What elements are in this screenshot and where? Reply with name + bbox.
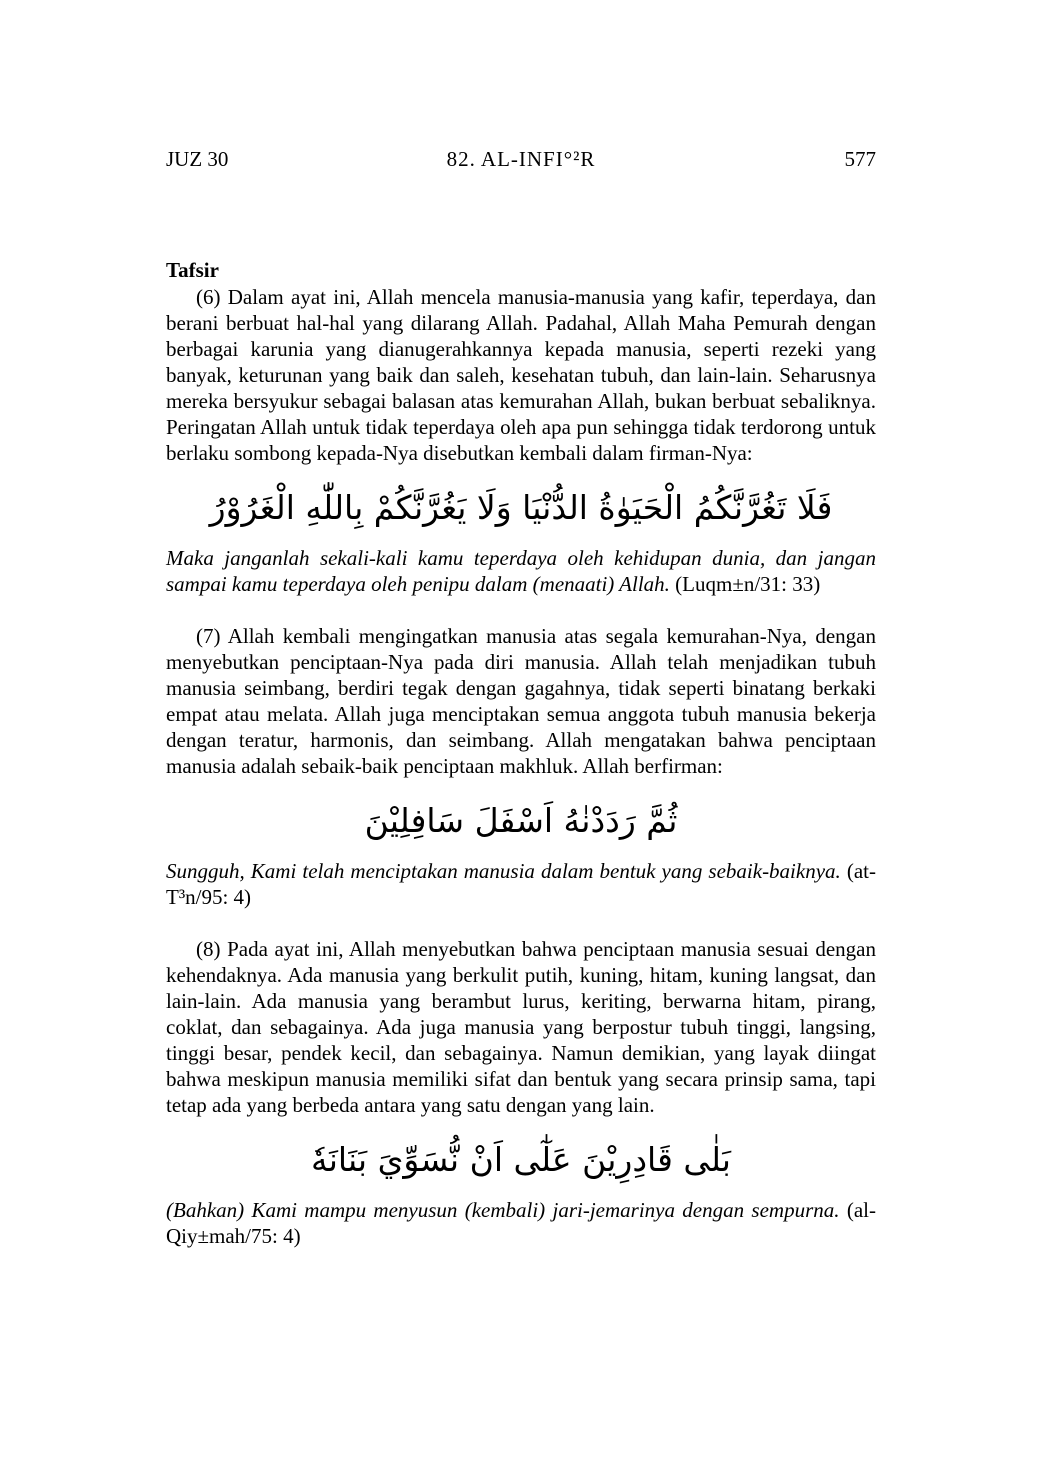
arabic-verse-luqman-31-33: فَلَا تَغُرَّنَّكُمُ الْحَيَوٰةُ الدُّنْيَا وَلَا يَغُرَّنَّكُمْ بِاللّٰهِ الْغَرُوْرُ (209, 488, 833, 527)
verse-citation: (Luqm±n/31: 33) (675, 572, 821, 597)
page-header (166, 147, 876, 171)
verse-citation: (al-Qiy±mah/75: 4) (166, 1198, 876, 1249)
translation-text: Maka janganlah sekali-kali kamu teperdaya oleh kehidupan dunia, dan jangan sampai kamu teperdaya oleh penipu dalam (menaati) Allah. (166, 546, 876, 597)
tafsir-paragraph-7: (7) Allah kembali mengingatkan manusia atas segala kemurahan-Nya, dengan menyebutkan penciptaan-Nya pada diri manusia. Allah telah menjadikan tubuh manusia seimbang, berdiri tegak dengan gagahnya, tidak seperti binatang berkaki empat atau melata. Allah juga menciptakan semua anggota tubuh manusia bekerja dengan teratur, harmonis, dan seimbang. Allah mengatakan bahwa penciptaan manusia adalah sebaik-baik penciptaan makhluk. Allah berfirman: (166, 624, 876, 779)
page-number: 577 (844, 147, 876, 171)
juz-label: JUZ 30 (166, 147, 229, 171)
surah-title: 82. AL-INFI°²R (446, 147, 596, 171)
translation-luqman-31-33 (166, 545, 876, 597)
translation-text: Sungguh, Kami telah menciptakan manusia dalam bentuk yang sebaik-baiknya. (166, 859, 841, 884)
translation-al-qiyamah-75-4 (166, 1197, 876, 1249)
section-title-tafsir: Tafsir (166, 258, 219, 282)
tafsir-paragraph-6: (6) Dalam ayat ini, Allah mencela manusia-manusia yang kafir, teperdaya, dan berani berbuat hal-hal yang dilarang Allah. Padahal, Allah Maha Pemurah dengan berbagai karunia yang dianugerahkannya kepada manusia, seperti rezeki yang banyak, keturunan yang baik dan saleh, kesehatan tubuh, dan lain-lain. Seharusnya mereka bersyukur sebagai balasan atas kemurahan Allah, bukan berbuat sebaliknya. Peringatan Allah untuk tidak teperdaya oleh apa pun sehingga tidak terdorong untuk berlaku sombong kepada-Nya disebutkan kembali dalam firman-Nya: (166, 285, 876, 465)
translation-text: (Bahkan) Kami mampu menyusun (kembali) jari-jemarinya dengan sempurna. (166, 1198, 840, 1223)
arabic-verse-at-tin-95-4: ثُمَّ رَدَدْنٰهُ اَسْفَلَ سَافِلِيْنَ (364, 801, 678, 841)
arabic-verse-al-qiyamah-75-4: بَلٰى قَادِرِيْنَ عَلٰٓى اَنْ نُّسَوِّيَ بَنَانَهٗ (311, 1140, 731, 1180)
page-content (166, 257, 876, 1249)
translation-at-tin-95-4 (166, 858, 876, 910)
verse-citation: (at-T³n/95: 4) (166, 859, 877, 910)
tafsir-paragraph-8: (8) Pada ayat ini, Allah menyebutkan bahwa penciptaan manusia sesuai dengan kehendaknya. Ada manusia yang berkulit putih, kuning, hitam, kuning langsat, dan lain-lain. Ada manusia yang berambut lurus, keriting, berwarna hitam, pirang, coklat, dan sebagainya. Ada juga manusia yang berpostur tubuh tinggi, langsing, tinggi besar, pendek kecil, dan sebagainya. Namun demikian, yang layak diingat bahwa meskipun manusia memiliki sifat dan bentuk yang secara prinsip sama, tapi tetap ada yang berbeda antara yang satu dengan yang lain. (166, 937, 876, 1118)
